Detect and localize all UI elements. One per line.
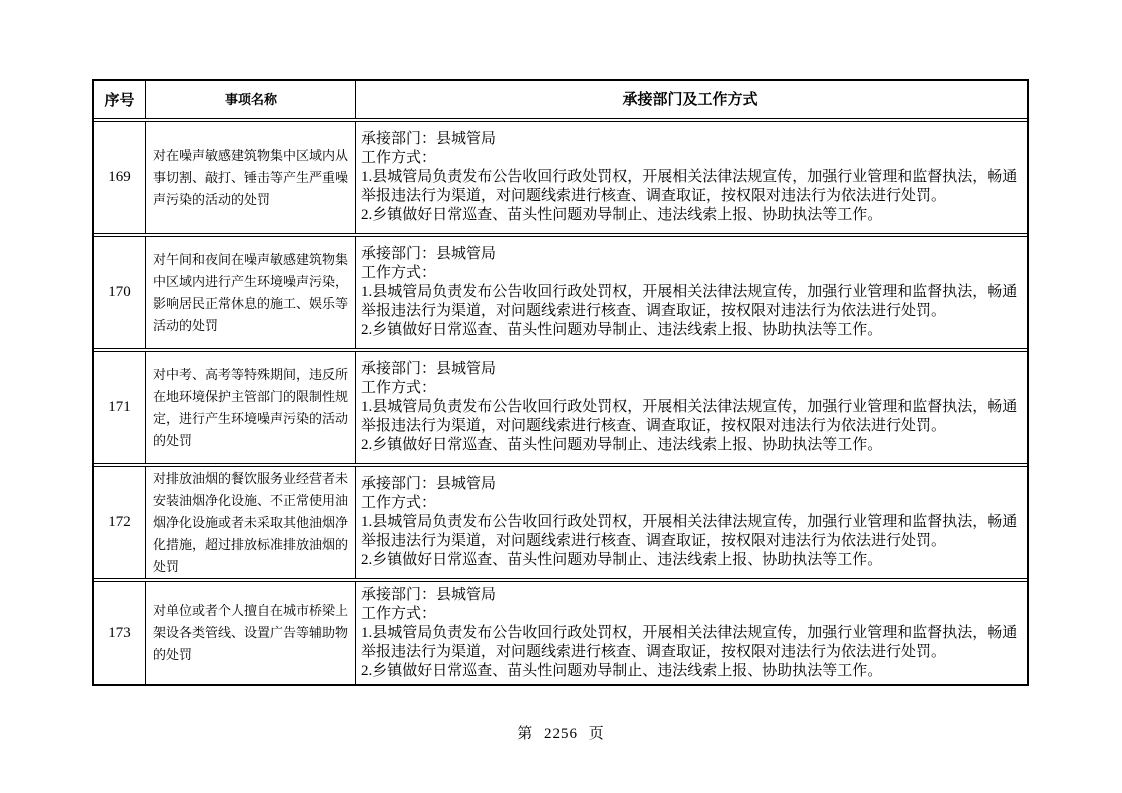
row-serial-number: 172 bbox=[94, 467, 146, 578]
row-serial-number: 173 bbox=[94, 582, 146, 684]
table-row bbox=[94, 236, 1027, 349]
table-row bbox=[94, 121, 1027, 234]
detail-department: 承接部门：县城管局 bbox=[361, 476, 497, 492]
detail-item-1: 1.县城管局负责发布公告收回行政处罚权，开展相关法律法规宣传，加强行业管理和监督执法，畅通举报违法行为渠道，对问题线索进行核查、调查取证，按权限对违法行为依法进行处罚。 bbox=[361, 514, 1018, 549]
table-row bbox=[94, 351, 1027, 464]
detail-department: 承接部门：县城管局 bbox=[361, 246, 497, 262]
detail-department: 承接部门：县城管局 bbox=[361, 131, 497, 147]
detail-item-1: 1.县城管局负责发布公告收回行政处罚权，开展相关法律法规宣传，加强行业管理和监督执法，畅通举报违法行为渠道，对问题线索进行核查、调查取证，按权限对违法行为依法进行处罚。 bbox=[361, 284, 1018, 319]
row-item-name: 对单位或者个人擅自在城市桥梁上架设各类管线、设置广告等辅助物的处罚 bbox=[146, 582, 356, 684]
table-row bbox=[94, 466, 1027, 579]
detail-item-2: 2.乡镇做好日常巡查、苗头性问题劝导制止、违法线索上报、协助执法等工作。 bbox=[361, 437, 883, 453]
row-serial-number: 170 bbox=[94, 237, 146, 348]
detail-item-2: 2.乡镇做好日常巡查、苗头性问题劝导制止、违法线索上报、协助执法等工作。 bbox=[361, 662, 883, 679]
detail-department: 承接部门：县城管局 bbox=[361, 361, 497, 377]
row-serial-number: 169 bbox=[94, 122, 146, 233]
detail-method-label: 工作方式： bbox=[361, 605, 437, 622]
row-detail bbox=[356, 122, 1027, 233]
header-department-method: 承接部门及工作方式 bbox=[622, 91, 758, 108]
header-item-name: 事项名称 bbox=[146, 81, 356, 118]
detail-item-1: 1.县城管局负责发布公告收回行政处罚权，开展相关法律法规宣传，加强行业管理和监督执法，畅通举报违法行为渠道，对问题线索进行核查、调查取证，按权限对违法行为依法进行处罚。 bbox=[361, 624, 1018, 660]
table-row bbox=[94, 581, 1027, 684]
detail-method-label: 工作方式： bbox=[361, 495, 437, 511]
row-detail bbox=[356, 467, 1027, 578]
table-header-row bbox=[94, 81, 1027, 119]
header-serial-number: 序号 bbox=[94, 81, 146, 118]
row-detail bbox=[356, 582, 1027, 684]
row-detail bbox=[356, 352, 1027, 463]
detail-item-2: 2.乡镇做好日常巡查、苗头性问题劝导制止、违法线索上报、协助执法等工作。 bbox=[361, 322, 883, 338]
detail-method-label: 工作方式： bbox=[361, 380, 437, 396]
detail-method-label: 工作方式： bbox=[361, 150, 437, 166]
row-item-name: 对在噪声敏感建筑物集中区域内从事切割、敲打、锤击等产生严重噪声污染的活动的处罚 bbox=[146, 122, 356, 233]
page-number: 第 2256 页 bbox=[517, 726, 605, 742]
items-table bbox=[92, 79, 1029, 686]
row-item-name: 对午间和夜间在噪声敏感建筑物集中区域内进行产生环境噪声污染，影响居民正常休息的施工、娱乐等活动的处罚 bbox=[146, 237, 356, 348]
detail-item-2: 2.乡镇做好日常巡查、苗头性问题劝导制止、违法线索上报、协助执法等工作。 bbox=[361, 552, 883, 568]
row-item-name: 对排放油烟的餐饮服务业经营者未安装油烟净化设施、不正常使用油烟净化设施或者未采取其他油烟净化措施，超过排放标准排放油烟的处罚 bbox=[146, 467, 356, 578]
row-item-name: 对中考、高考等特殊期间，违反所在地环境保护主管部门的限制性规定，进行产生环境噪声污染的活动的处罚 bbox=[146, 352, 356, 463]
detail-department: 承接部门：县城管局 bbox=[361, 586, 497, 603]
row-serial-number: 171 bbox=[94, 352, 146, 463]
detail-item-1: 1.县城管局负责发布公告收回行政处罚权，开展相关法律法规宣传，加强行业管理和监督执法，畅通举报违法行为渠道，对问题线索进行核查、调查取证，按权限对违法行为依法进行处罚。 bbox=[361, 169, 1018, 204]
row-detail bbox=[356, 237, 1027, 348]
detail-item-1: 1.县城管局负责发布公告收回行政处罚权，开展相关法律法规宣传，加强行业管理和监督执法，畅通举报违法行为渠道，对问题线索进行核查、调查取证，按权限对违法行为依法进行处罚。 bbox=[361, 399, 1018, 434]
detail-item-2: 2.乡镇做好日常巡查、苗头性问题劝导制止、违法线索上报、协助执法等工作。 bbox=[361, 207, 883, 223]
detail-method-label: 工作方式： bbox=[361, 265, 437, 281]
